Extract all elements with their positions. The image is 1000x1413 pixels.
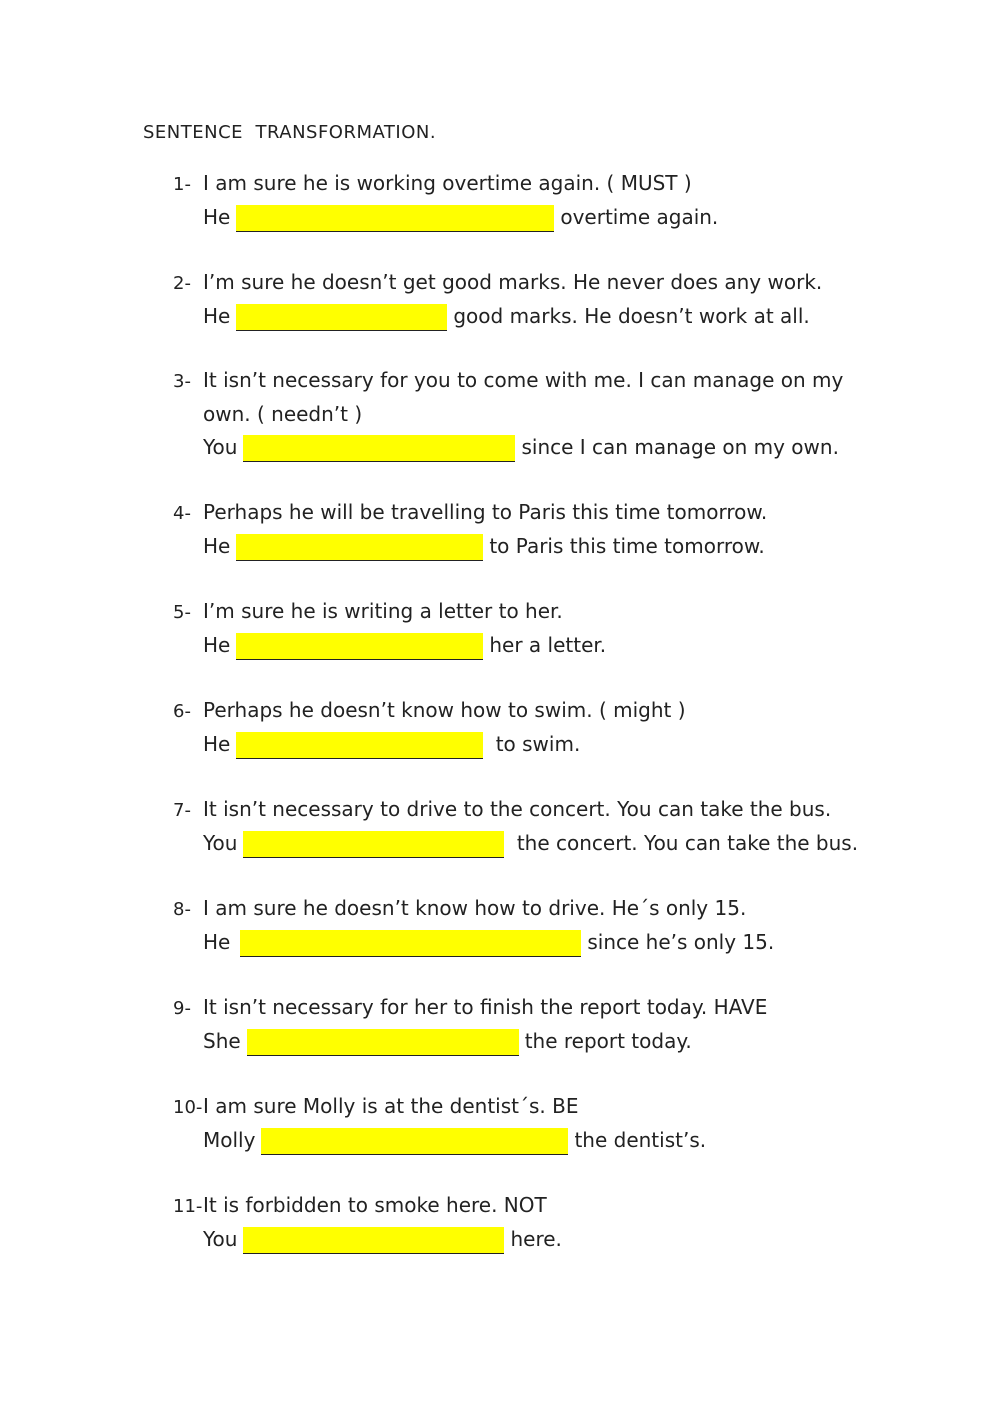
- answer-line: [203, 629, 873, 662]
- prompt-line: [173, 364, 873, 398]
- answer-blank[interactable]: [243, 831, 504, 858]
- answer-blank[interactable]: [243, 1227, 504, 1254]
- answer-subject: He: [203, 732, 231, 756]
- answer-rest: overtime again.: [560, 205, 719, 229]
- exercise-item: [173, 793, 873, 860]
- answer-subject: He: [203, 534, 231, 558]
- prompt-line: [173, 694, 873, 728]
- exercise-item: [173, 595, 873, 662]
- answer-line: [203, 201, 873, 234]
- answer-line: [203, 431, 873, 464]
- answer-line: [203, 926, 873, 959]
- prompt-text: I’m sure he doesn’t get good marks. He never does any work.: [203, 270, 823, 294]
- prompt-line: [173, 595, 873, 629]
- prompt-line: [173, 496, 873, 530]
- answer-subject: He: [203, 304, 231, 328]
- answer-subject: You: [203, 831, 238, 855]
- item-number: 10-: [173, 1097, 203, 1118]
- prompt-line-continued: [173, 398, 873, 431]
- prompt-line: [173, 167, 873, 201]
- exercise-item: [173, 1189, 873, 1256]
- prompt-line: [173, 991, 873, 1025]
- item-number: 9-: [173, 998, 191, 1019]
- prompt-line: [173, 892, 873, 926]
- exercise-item: [173, 991, 873, 1058]
- prompt-text: I am sure Molly is at the dentist´s. BE: [203, 1094, 579, 1118]
- answer-line: [203, 300, 873, 333]
- item-number: 8-: [173, 899, 191, 920]
- answer-rest: to swim.: [489, 732, 581, 756]
- answer-subject: You: [203, 1227, 238, 1251]
- answer-subject: She: [203, 1029, 241, 1053]
- answer-line: [203, 728, 873, 761]
- item-number: 2-: [173, 273, 191, 294]
- answer-line: [203, 1223, 873, 1256]
- item-number: 1-: [173, 174, 191, 195]
- answer-blank[interactable]: [236, 534, 483, 561]
- answer-blank[interactable]: [236, 205, 554, 232]
- answer-subject: He: [203, 205, 231, 229]
- page-title: SENTENCE TRANSFORMATION.: [143, 122, 437, 143]
- prompt-line: [173, 266, 873, 300]
- prompt-text: It isn’t necessary for you to come with me. I can manage on my: [203, 368, 844, 392]
- item-number: 6-: [173, 701, 191, 722]
- answer-blank[interactable]: [236, 732, 483, 759]
- item-number: 4-: [173, 503, 191, 524]
- exercise-item: [173, 167, 873, 234]
- prompt-line: [173, 1090, 873, 1124]
- answer-blank[interactable]: [236, 633, 483, 660]
- prompt-text: It isn’t necessary for her to finish the report today. HAVE: [203, 995, 768, 1019]
- item-number: 11-: [173, 1196, 203, 1217]
- answer-subject: He: [203, 930, 231, 954]
- answer-rest: the report today.: [524, 1029, 692, 1053]
- answer-line: [203, 827, 873, 860]
- answer-line: [203, 530, 873, 563]
- prompt-text: It isn’t necessary to drive to the concert. You can take the bus.: [203, 797, 832, 821]
- exercise-item: [173, 496, 873, 563]
- exercise-item: [173, 1090, 873, 1157]
- item-number: 3-: [173, 371, 191, 392]
- prompt-text: I am sure he doesn’t know how to drive. He´s only 15.: [203, 896, 747, 920]
- answer-rest: since he’s only 15.: [587, 930, 775, 954]
- prompt-text: It is forbidden to smoke here. NOT: [203, 1193, 547, 1217]
- answer-rest: the concert. You can take the bus.: [510, 831, 859, 855]
- answer-blank[interactable]: [247, 1029, 519, 1056]
- answer-blank[interactable]: [236, 304, 447, 331]
- answer-rest: to Paris this time tomorrow.: [489, 534, 765, 558]
- answer-rest: the dentist’s.: [574, 1128, 707, 1152]
- answer-line: [203, 1025, 873, 1058]
- answer-rest: her a letter.: [489, 633, 607, 657]
- answer-rest: since I can manage on my own.: [521, 435, 839, 459]
- prompt-text: Perhaps he doesn’t know how to swim. ( might ): [203, 698, 686, 722]
- prompt-text: I’m sure he is writing a letter to her.: [203, 599, 563, 623]
- exercise-item: [173, 364, 873, 464]
- answer-blank[interactable]: [240, 930, 581, 957]
- prompt-text: own. ( needn’t ): [203, 402, 363, 426]
- exercise-item: [173, 694, 873, 761]
- item-number: 7-: [173, 800, 191, 821]
- answer-line: [203, 1124, 873, 1157]
- prompt-line: [173, 1189, 873, 1223]
- exercise-item: [173, 892, 873, 959]
- answer-rest: here.: [510, 1227, 562, 1251]
- prompt-text: I am sure he is working overtime again. ( MUST ): [203, 171, 692, 195]
- exercise-item: [173, 266, 873, 333]
- answer-blank[interactable]: [243, 435, 515, 462]
- item-number: 5-: [173, 602, 191, 623]
- prompt-text: Perhaps he will be travelling to Paris this time tomorrow.: [203, 500, 768, 524]
- answer-subject: He: [203, 633, 231, 657]
- answer-subject: Molly: [203, 1128, 256, 1152]
- answer-subject: You: [203, 435, 238, 459]
- prompt-line: [173, 793, 873, 827]
- answer-blank[interactable]: [261, 1128, 568, 1155]
- answer-rest: good marks. He doesn’t work at all.: [453, 304, 810, 328]
